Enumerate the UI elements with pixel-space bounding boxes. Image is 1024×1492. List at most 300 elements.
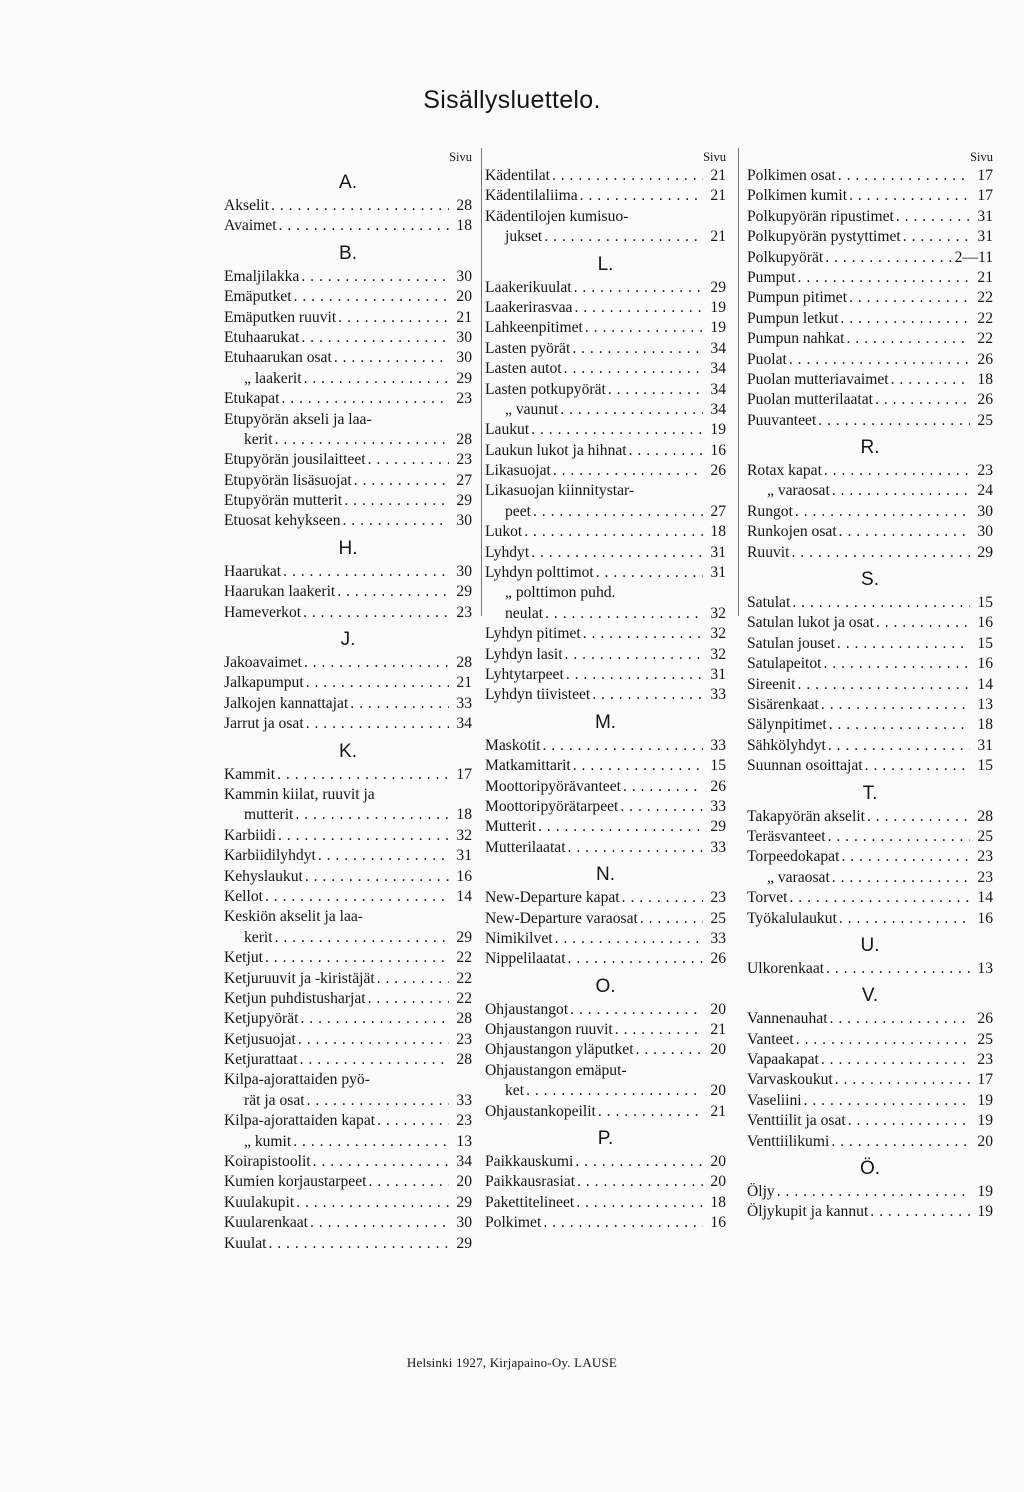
- index-entry: [485, 645, 726, 665]
- entry-page-number: 21: [710, 167, 726, 184]
- entry-label: Lyhdyn lasit: [485, 645, 563, 663]
- index-entry: [224, 511, 472, 531]
- entry-page-number: 21: [456, 308, 472, 326]
- entry-page-number: 20: [710, 1082, 726, 1100]
- index-entry: [747, 186, 993, 206]
- entry-label: „ varaosat: [767, 482, 830, 500]
- printer-imprint: Helsinki 1927, Kirjapaino-Oy. LAUSE: [406, 1355, 618, 1370]
- entry-label: Lukot: [485, 523, 523, 541]
- entry-page-number: 15: [977, 634, 993, 652]
- entry-page-number: 23: [456, 1030, 472, 1048]
- entry-label: Kuulakupit: [224, 1193, 295, 1211]
- section-letter: L.: [597, 253, 614, 275]
- leader-dots: [824, 654, 971, 674]
- index-entry: [747, 654, 993, 674]
- entry-page-number: 23: [977, 1051, 993, 1069]
- index-entry: [224, 653, 472, 673]
- entry-label: Laukut: [485, 421, 530, 439]
- entry-label: Vaseliini: [747, 1091, 802, 1109]
- entry-page-number: 29: [456, 1234, 472, 1252]
- index-entry: [224, 216, 472, 236]
- leader-dots: [818, 411, 970, 431]
- section-letter: N.: [596, 864, 615, 886]
- index-entry: [747, 543, 993, 563]
- index-entry: [485, 797, 726, 817]
- index-entry: [224, 1030, 472, 1050]
- index-entry: [224, 694, 472, 714]
- entry-page-number: 30: [456, 349, 472, 367]
- leader-dots: [821, 1050, 970, 1070]
- entry-label: Kuulat: [224, 1234, 267, 1252]
- leader-dots: [791, 543, 970, 563]
- entry-page-number: 33: [710, 929, 726, 947]
- leader-dots: [318, 846, 449, 866]
- index-entry: [224, 328, 472, 348]
- entry-label: Moottoripyörävanteet: [485, 777, 621, 795]
- entry-page-number: 19: [977, 1203, 993, 1221]
- entry-page-number: 32: [710, 625, 726, 643]
- entry-page-number: 21: [710, 1021, 726, 1039]
- entry-page-number: 16: [710, 1214, 726, 1232]
- leader-dots: [580, 186, 703, 206]
- index-entry: [485, 339, 726, 359]
- entry-label: Kädentilojen kumisuo-: [485, 207, 629, 225]
- leader-dots: [304, 369, 449, 389]
- section-letter: O.: [595, 975, 616, 997]
- page-title: Sisällysluettelo.: [423, 86, 601, 114]
- entry-page-number: 27: [456, 471, 472, 489]
- entry-page-number: 15: [977, 594, 993, 612]
- entry-page-number: 29: [977, 543, 993, 561]
- entry-page-number: 23: [710, 889, 726, 907]
- entry-label: Satulapeitot: [747, 655, 822, 673]
- index-entry: [485, 298, 726, 318]
- entry-label: Etuhaarukan osat: [224, 349, 332, 367]
- leader-dots: [298, 1030, 449, 1050]
- entry-page-number: 34: [456, 715, 472, 733]
- index-entry: [224, 491, 472, 511]
- index-entry: [485, 278, 726, 298]
- leader-dots: [583, 624, 703, 644]
- leader-dots: [789, 350, 970, 370]
- index-entry: [224, 196, 472, 216]
- entry-page-number: 23: [456, 1112, 472, 1130]
- entry-page-number: 18: [710, 1193, 726, 1211]
- leader-dots: [592, 685, 703, 705]
- entry-label: Mutterit: [485, 818, 537, 836]
- entry-label: „ kumit: [244, 1132, 292, 1150]
- entry-label: Lasten pyörät: [485, 339, 571, 357]
- entry-label: Polkupyörät: [747, 248, 824, 266]
- entry-page-number: 26: [710, 950, 726, 968]
- entry-label: Kammit: [224, 765, 276, 783]
- entry-page-number: 13: [977, 695, 993, 713]
- entry-page-number: 28: [456, 654, 472, 672]
- entry-page-number: 19: [977, 1112, 993, 1130]
- index-entry: [747, 736, 993, 756]
- entry-page-number: 23: [456, 603, 472, 621]
- index-entry: [224, 673, 472, 693]
- entry-label: kerit: [244, 430, 273, 448]
- index-entry: [747, 959, 993, 979]
- entry-label: Satulan jouset: [747, 634, 835, 652]
- entry-label: Matkamittarit: [485, 757, 571, 775]
- entry-label: Polkimet: [485, 1214, 542, 1232]
- leader-dots: [538, 817, 703, 837]
- section-letter: M.: [594, 711, 617, 733]
- entry-page-number: 20: [710, 1173, 726, 1191]
- entry-page-number: 30: [977, 523, 993, 541]
- entry-label: jukset: [505, 228, 543, 246]
- entry-label: Puolat: [747, 350, 787, 368]
- entry-page-number: 29: [710, 278, 726, 296]
- entry-page-number: 34: [710, 360, 726, 378]
- leader-dots: [300, 1009, 449, 1029]
- leader-dots: [865, 756, 970, 776]
- entry-label: Nippelilaatat: [485, 950, 566, 968]
- entry-page-number: 23: [456, 451, 472, 469]
- leader-dots: [828, 736, 970, 756]
- leader-dots: [849, 288, 970, 308]
- leader-dots: [577, 1172, 703, 1192]
- leader-dots: [896, 207, 970, 227]
- entry-label: Ohjaustankopeilit: [485, 1102, 596, 1120]
- leader-dots: [545, 604, 703, 624]
- index-entry: [485, 522, 726, 542]
- leader-dots: [825, 248, 951, 268]
- index-entry: [485, 1040, 726, 1060]
- leader-dots: [829, 715, 970, 735]
- leader-dots: [377, 969, 449, 989]
- leader-dots: [368, 1172, 449, 1192]
- entry-page-number: 19: [977, 1183, 993, 1201]
- entry-page-number: 19: [710, 298, 726, 316]
- entry-label: Kehyslaukut: [224, 867, 303, 885]
- leader-dots: [310, 1213, 449, 1233]
- entry-page-number: 20: [710, 1041, 726, 1059]
- index-entry: [224, 969, 472, 989]
- entry-label: Torvet: [747, 889, 788, 907]
- entry-page-number: 17: [977, 167, 993, 184]
- index-entry: [747, 909, 993, 929]
- entry-label: Hameverkot: [224, 603, 302, 621]
- index-entry: [485, 1213, 726, 1233]
- index-entry: [224, 1172, 472, 1192]
- index-entry: [747, 461, 993, 481]
- leader-dots: [531, 543, 703, 563]
- index-entry: [747, 675, 993, 695]
- leader-dots: [303, 603, 449, 623]
- leader-dots: [344, 491, 449, 511]
- index-entry: [747, 329, 993, 349]
- entry-page-number: 16: [710, 441, 726, 459]
- entry-label: Keskiön akselit ja laa-: [224, 908, 363, 926]
- index-entry: [485, 1193, 726, 1213]
- entry-label: Paikkauskumi: [485, 1153, 574, 1171]
- entry-label: Avaimet: [224, 217, 277, 235]
- entry-label: Polkupyörän pystyttimet: [747, 228, 901, 246]
- entry-page-number: 25: [977, 827, 993, 845]
- entry-label: Likasuojat: [485, 462, 551, 480]
- entry-page-number: 29: [710, 818, 726, 836]
- index-entry: [747, 268, 993, 288]
- leader-dots: [828, 827, 970, 847]
- entry-label: Likasuojan kiinnitystar-: [485, 482, 635, 500]
- entry-page-number: 31: [710, 543, 726, 561]
- entry-label: Pumpun nahkat: [747, 330, 845, 348]
- entry-page-number: 16: [977, 909, 993, 927]
- section-letter: T.: [862, 782, 878, 804]
- leader-dots: [295, 805, 449, 825]
- entry-label: New-Departure kapat: [485, 889, 620, 907]
- index-entry: [224, 471, 472, 491]
- entry-label: Haarukat: [224, 562, 282, 580]
- leader-dots: [796, 1030, 970, 1050]
- entry-page-number: 2—11: [954, 248, 993, 266]
- index-entry: [485, 949, 726, 969]
- entry-page-number: 30: [456, 562, 472, 580]
- entry-label: Ohjaustangon yläputket: [485, 1041, 634, 1059]
- entry-label: Ketjusuojat: [224, 1030, 296, 1048]
- index-entry: [485, 318, 726, 338]
- entry-page-number: 18: [456, 806, 472, 824]
- entry-page-number: 26: [977, 1010, 993, 1028]
- index-entry: [224, 1111, 472, 1131]
- entry-label: Lasten autot: [485, 360, 562, 378]
- index-entry: [224, 450, 472, 470]
- entry-page-number: 16: [977, 614, 993, 632]
- index-entry: [224, 1009, 472, 1029]
- leader-dots: [585, 318, 703, 338]
- entry-page-number: 13: [977, 959, 993, 977]
- page-column-header: Sivu: [449, 150, 472, 164]
- leader-dots: [839, 909, 970, 929]
- leader-dots: [846, 329, 970, 349]
- leader-dots: [275, 928, 449, 948]
- entry-page-number: 34: [710, 339, 726, 357]
- column-divider: [738, 148, 739, 616]
- leader-dots: [839, 522, 970, 542]
- entry-page-number: 30: [456, 1214, 472, 1232]
- entry-page-number: 18: [977, 370, 993, 388]
- entry-page-number: 28: [977, 807, 993, 825]
- section-letter: S.: [861, 569, 879, 591]
- entry-label: Koirapistoolit: [224, 1153, 311, 1171]
- index-entry-line: [485, 207, 726, 227]
- entry-label: Venttiilikumi: [747, 1132, 830, 1150]
- index-entry: [747, 1202, 993, 1222]
- index-entry: [485, 665, 726, 685]
- index-entry: [747, 1070, 993, 1090]
- entry-page-number: 33: [710, 736, 726, 754]
- index-entry: [485, 777, 726, 797]
- entry-page-number: 20: [710, 1000, 726, 1018]
- leader-dots: [354, 471, 449, 491]
- index-entry: [485, 380, 726, 400]
- index-entry: [747, 1050, 993, 1070]
- entry-label: Etuhaarukat: [224, 328, 300, 346]
- leader-dots: [804, 1091, 970, 1111]
- index-entry: [747, 411, 993, 431]
- entry-page-number: 22: [977, 309, 993, 327]
- entry-page-number: 16: [977, 655, 993, 673]
- entry-label: „ vaunut: [505, 400, 559, 418]
- index-entry: [224, 1152, 472, 1172]
- entry-label: rät ja osat: [244, 1091, 305, 1109]
- leader-dots: [265, 887, 449, 907]
- entry-label: Lyhtytarpeet: [485, 665, 564, 683]
- index-entry: [224, 948, 472, 968]
- index-entry: [747, 613, 993, 633]
- entry-page-number: 18: [977, 716, 993, 734]
- leader-dots: [622, 888, 703, 908]
- index-entry: [224, 582, 472, 602]
- leader-dots: [792, 593, 970, 613]
- entry-page-number: 33: [710, 686, 726, 704]
- index-entry: [224, 267, 472, 287]
- index-entry: [485, 441, 726, 461]
- index-entry: [747, 715, 993, 735]
- index-entry: [485, 186, 726, 206]
- leader-dots: [848, 1111, 970, 1131]
- entry-label: Lyhdyn tiivisteet: [485, 686, 591, 704]
- entry-label: Rungot: [747, 502, 793, 520]
- entry-page-number: 14: [977, 889, 993, 907]
- entry-label: Emäputken ruuvit: [224, 308, 337, 326]
- entry-label: Mutterilaatat: [485, 838, 566, 856]
- entry-label: Ohjaustangon ruuvit: [485, 1021, 613, 1039]
- leader-dots: [838, 166, 970, 186]
- leader-dots: [575, 1152, 703, 1172]
- entry-label: Etuosat kehykseen: [224, 512, 341, 530]
- leader-dots: [831, 1132, 970, 1152]
- leader-dots: [301, 328, 449, 348]
- entry-page-number: 16: [456, 867, 472, 885]
- entry-label: Akselit: [224, 197, 270, 214]
- leader-dots: [552, 166, 703, 186]
- entry-page-number: 21: [710, 228, 726, 246]
- index-entry: [224, 1213, 472, 1233]
- entry-label: peet: [505, 502, 531, 520]
- index-entry: [485, 1000, 726, 1020]
- entry-label: neulat: [505, 604, 544, 622]
- entry-page-number: 21: [977, 268, 993, 286]
- leader-dots: [304, 653, 449, 673]
- entry-label: Karbiidi: [224, 826, 276, 844]
- index-entry-line: [224, 410, 472, 430]
- entry-label: Ketjut: [224, 949, 263, 967]
- index-entry: [747, 756, 993, 776]
- leader-dots: [265, 948, 449, 968]
- entry-page-number: 15: [977, 757, 993, 775]
- leader-dots: [531, 420, 703, 440]
- entry-label: Runkojen osat: [747, 523, 837, 541]
- index-entry: [224, 348, 472, 368]
- index-entry: [224, 928, 472, 948]
- leader-dots: [553, 461, 703, 481]
- index-entry: [747, 1111, 993, 1131]
- leader-dots: [566, 665, 703, 685]
- index-entry-line: [485, 583, 726, 603]
- index-entry: [485, 838, 726, 858]
- index-entry: [224, 1050, 472, 1070]
- entry-page-number: 33: [456, 1091, 472, 1109]
- index-entry: [224, 287, 472, 307]
- index-entry: [485, 909, 726, 929]
- entry-page-number: 23: [456, 390, 472, 408]
- entry-page-number: 23: [977, 848, 993, 866]
- index-entry: [485, 929, 726, 949]
- entry-label: Ketjupyörät: [224, 1010, 299, 1028]
- entry-label: Lyhdyt: [485, 543, 530, 561]
- entry-page-number: 17: [977, 187, 993, 205]
- index-entry-line: [224, 1070, 472, 1090]
- leader-dots: [283, 562, 449, 582]
- entry-label: Lasten potkupyörät: [485, 380, 606, 398]
- leader-dots: [350, 694, 449, 714]
- leader-dots: [870, 1202, 970, 1222]
- index-entry: [747, 807, 993, 827]
- leader-dots: [891, 370, 970, 390]
- index-entry: [485, 817, 726, 837]
- entry-label: Maskotit: [485, 736, 541, 754]
- index-entry: [747, 593, 993, 613]
- entry-page-number: 19: [977, 1091, 993, 1109]
- index-entry: [224, 1091, 472, 1111]
- leader-dots: [533, 502, 703, 522]
- leader-dots: [849, 186, 970, 206]
- section-letter: J.: [340, 629, 356, 651]
- entry-label: Ketjuruuvit ja -kiristäjät: [224, 969, 375, 987]
- leader-dots: [623, 777, 703, 797]
- entry-label: Puolan mutteriavaimet: [747, 370, 889, 388]
- index-entry: [747, 1132, 993, 1152]
- entry-page-number: 20: [456, 288, 472, 306]
- index-entry: [485, 400, 726, 420]
- entry-label: Laukun lukot ja hihnat: [485, 441, 627, 459]
- entry-label: Pakettitelineet: [485, 1193, 575, 1211]
- entry-page-number: 22: [977, 330, 993, 348]
- leader-dots: [876, 613, 970, 633]
- entry-label: Ketjurattaat: [224, 1051, 298, 1069]
- entry-page-number: 21: [710, 1102, 726, 1120]
- entry-label: Vanteet: [747, 1030, 794, 1048]
- leader-dots: [564, 359, 703, 379]
- leader-dots: [278, 826, 449, 846]
- index-entry: [485, 359, 726, 379]
- leader-dots: [596, 563, 703, 583]
- index-entry: [747, 827, 993, 847]
- index-entry: [224, 805, 472, 825]
- leader-dots: [830, 1009, 970, 1029]
- leader-dots: [306, 673, 449, 693]
- leader-dots: [777, 1182, 970, 1202]
- entry-page-number: 20: [456, 1173, 472, 1191]
- index-entry: [747, 207, 993, 227]
- entry-label: New-Departure varaosat: [485, 909, 638, 927]
- entry-page-number: 33: [456, 694, 472, 712]
- entry-label: Varvaskoukut: [747, 1071, 833, 1089]
- leader-dots: [789, 888, 970, 908]
- index-entry: [485, 685, 726, 705]
- leader-dots: [629, 441, 703, 461]
- entry-page-number: 29: [456, 1193, 472, 1211]
- index-entry: [485, 756, 726, 776]
- entry-page-number: 24: [977, 482, 993, 500]
- entry-label: Rotax kapat: [747, 462, 822, 480]
- entry-page-number: 29: [456, 583, 472, 601]
- leader-dots: [798, 675, 970, 695]
